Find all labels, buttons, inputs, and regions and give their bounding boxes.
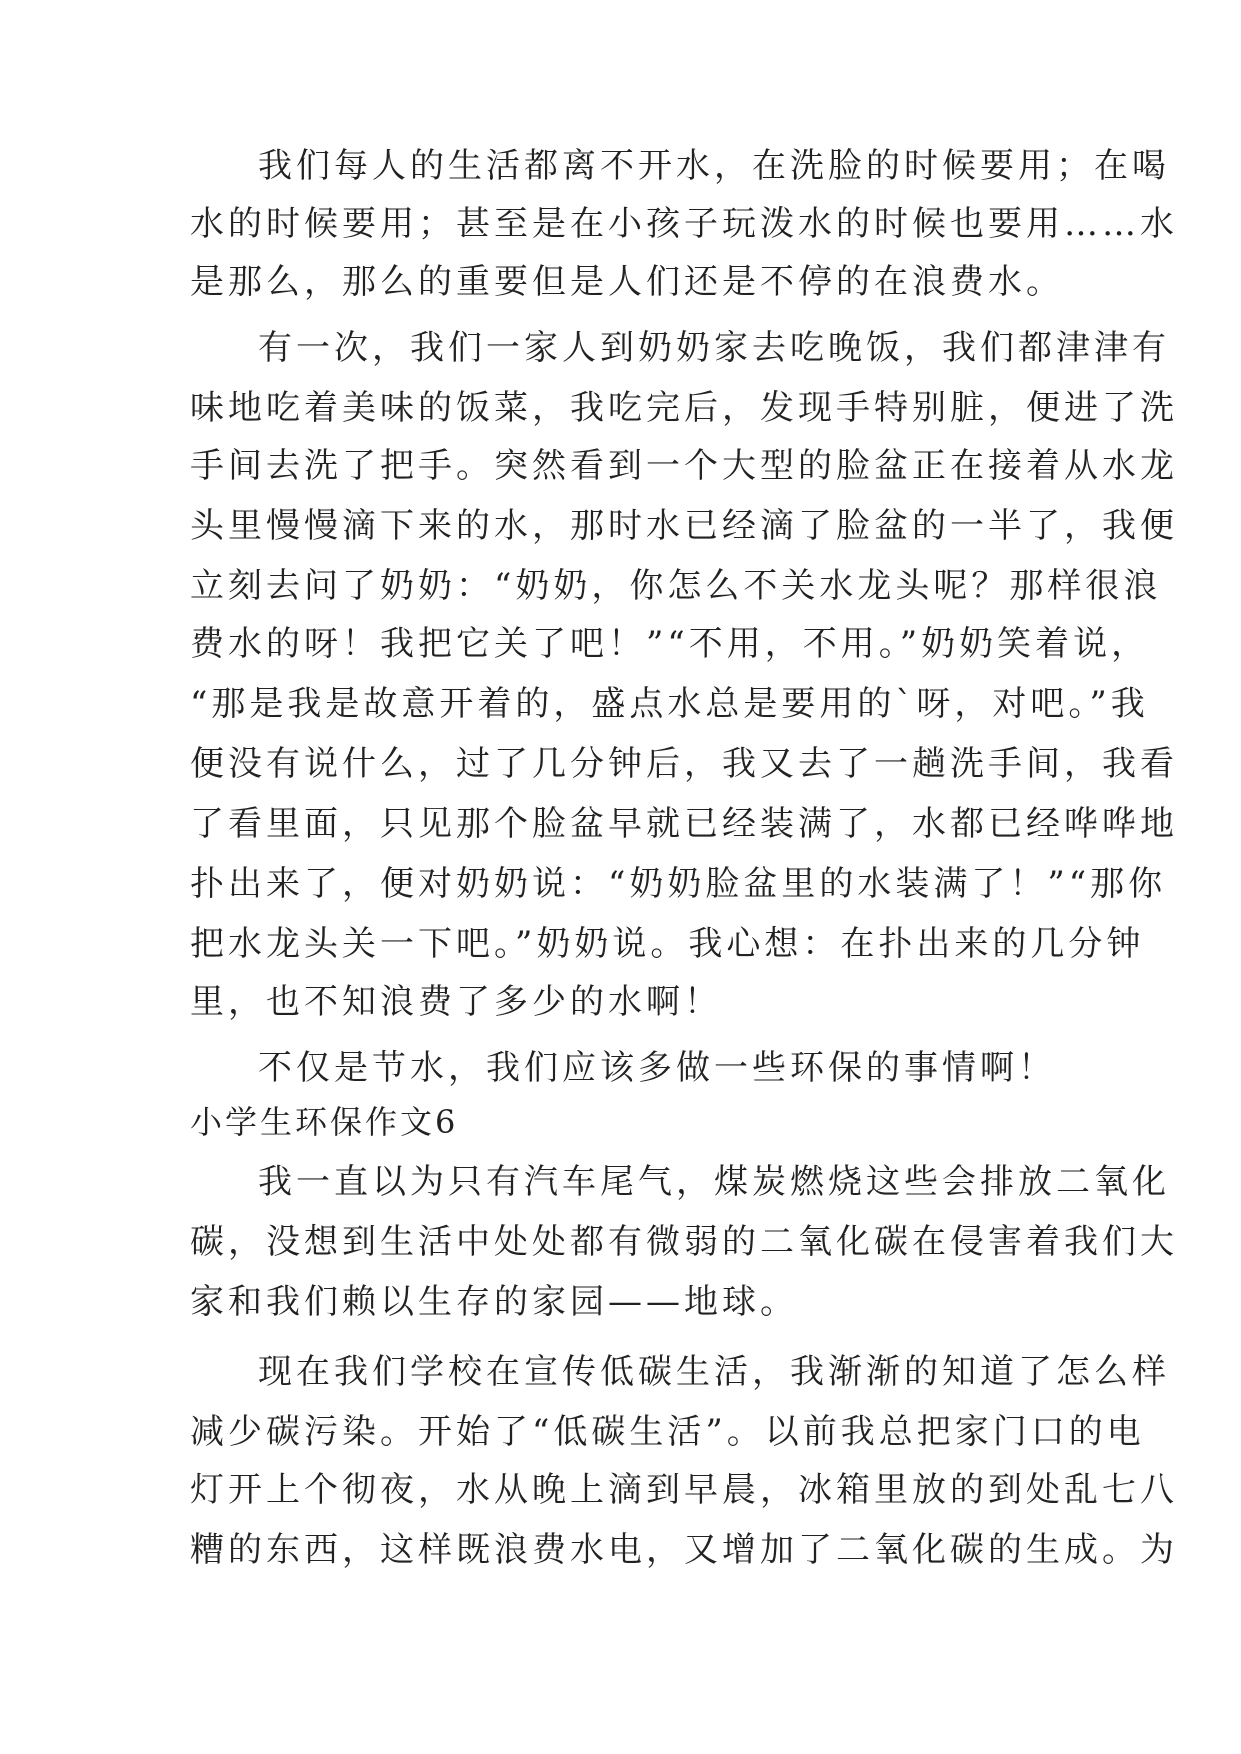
paragraph-2-line-1: 有一次，我们一家人到奶奶家去吃晚饭，我们都津津有 — [258, 328, 1170, 368]
paragraph-3-line-1: 不仅是节水，我们应该多做一些环保的事情啊！ — [258, 1048, 1056, 1088]
section-paragraph-2-line-3: 灯开上个彻夜，水从晚上滴到早晨，冰箱里放的到处乱七八 — [190, 1470, 1178, 1510]
section-title: 小学生环保作文6 — [190, 1103, 459, 1141]
paragraph-2-line-2: 味地吃着美味的饭菜，我吃完后，发现手特别脏，便进了洗 — [190, 388, 1178, 428]
section-paragraph-1-line-1: 我一直以为只有汽车尾气，煤炭燃烧这些会排放二氧化 — [258, 1162, 1170, 1202]
paragraph-2-line-5: 立刻去问了奶奶：“奶奶，你怎么不关水龙头呢？那样很浪 — [190, 566, 1162, 606]
paragraph-2-line-9: 了看里面，只见那个脸盆早就已经装满了，水都已经哗哗地 — [190, 804, 1178, 844]
paragraph-2-line-12: 里，也不知浪费了多少的水啊！ — [190, 982, 722, 1022]
section-paragraph-2-line-1: 现在我们学校在宣传低碳生活，我渐渐的知道了怎么样 — [258, 1352, 1170, 1392]
paragraph-2-line-8: 便没有说什么，过了几分钟后，我又去了一趟洗手间，我看 — [190, 744, 1178, 784]
section-paragraph-2-line-4: 糟的东西，这样既浪费水电，又增加了二氧化碳的生成。为 — [190, 1530, 1178, 1570]
paragraph-1-line-3: 是那么，那么的重要但是人们还是不停的在浪费水。 — [190, 262, 1064, 302]
section-paragraph-1-line-2: 碳，没想到生活中处处都有微弱的二氧化碳在侵害着我们大 — [190, 1222, 1178, 1262]
paragraph-1-line-1: 我们每人的生活都离不开水，在洗脸的时候要用；在喝 — [258, 146, 1170, 186]
paragraph-2-line-6: 费水的呀！我把它关了吧！”“不用，不用。”奶奶笑着说， — [190, 624, 1150, 664]
paragraph-2-line-3: 手间去洗了把手。突然看到一个大型的脸盆正在接着从水龙 — [190, 446, 1178, 486]
section-paragraph-1-line-3: 家和我们赖以生存的家园——地球。 — [190, 1282, 798, 1322]
paragraph-2-line-4: 头里慢慢滴下来的水，那时水已经滴了脸盆的一半了，我便 — [190, 506, 1178, 546]
section-paragraph-2-line-2: 减少碳污染。开始了“低碳生活”。以前我总把家门口的电 — [190, 1412, 1145, 1452]
paragraph-1-line-2: 水的时候要用；甚至是在小孩子玩泼水的时候也要用……水 — [190, 204, 1178, 244]
paragraph-2-line-10: 扑出来了，便对奶奶说：“奶奶脸盆里的水装满了！”“那你 — [190, 864, 1167, 904]
paragraph-2-line-11: 把水龙头关一下吧。”奶奶说。我心想：在扑出来的几分钟 — [190, 924, 1145, 964]
paragraph-2-line-7: “那是我是故意开着的，盛点水总是要用的`呀，对吧。”我 — [190, 684, 1149, 724]
